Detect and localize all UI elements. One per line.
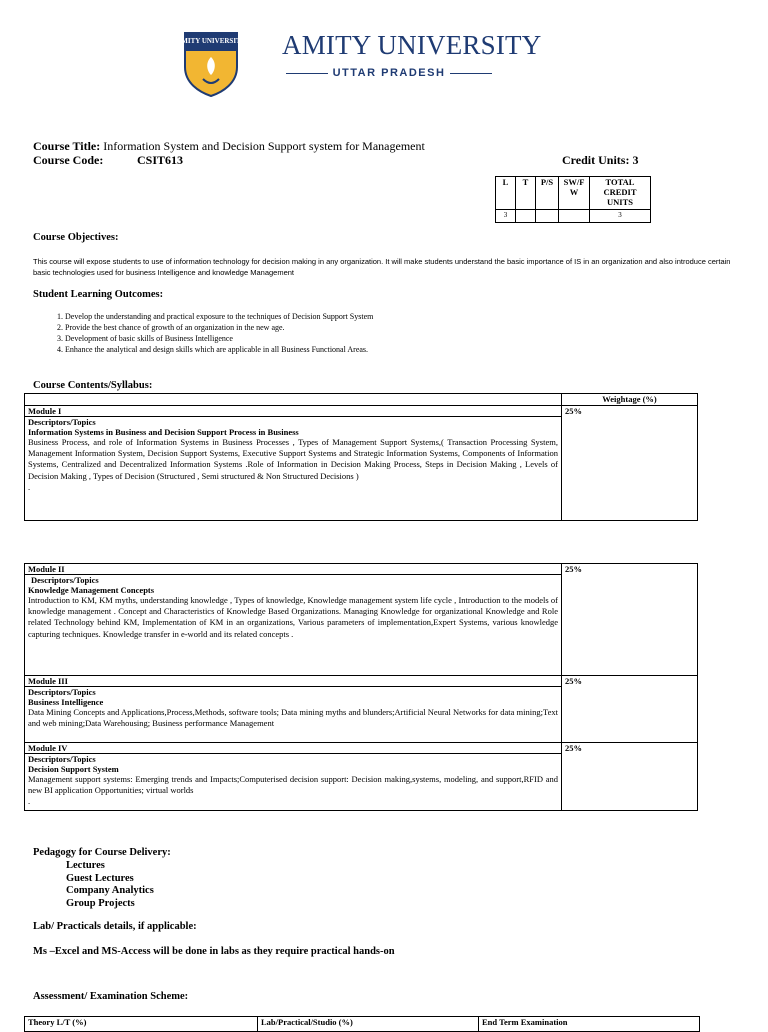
- university-location: [286, 67, 492, 79]
- syllabus-heading: Course Contents/Syllabus:: [33, 380, 153, 391]
- module-topic: Business Intelligence: [28, 697, 104, 707]
- location-text: UTTAR PRADESH: [332, 67, 446, 79]
- list-item: 4. Enhance the analytical and design skills which are applicable in all Business Functional Areas.: [65, 344, 373, 355]
- module-content: Business Process, and role of Information Systems in Business Processes , Types of Management Support Systems,( Transaction Processing System, Management Information System, Decision Support Systems, Executive Support Systems and Strategic Information Systems, Components of Information Systems, Centralized and Decentralized Information Systems .Role of Information in Decision Making Process, Steps in Decision Making , Levels of Decision Making , Types of Decision (Structured , Semi structured & Non Structured Decisions ): [28, 437, 558, 481]
- module-topic: Decision Support System: [28, 764, 119, 774]
- logo-text: AMITY UNIVERSITY: [176, 37, 246, 45]
- credit-header-cell: T: [516, 177, 536, 210]
- credit-value-cell: [516, 210, 536, 223]
- module-name: Module II: [25, 564, 562, 575]
- module-descriptors: Descriptors/Topics: [28, 687, 96, 697]
- course-title-label: Course Title:: [33, 139, 101, 153]
- credit-value-cell: [536, 210, 559, 223]
- table-row: [25, 1017, 700, 1032]
- outcomes-list: [33, 311, 373, 355]
- objectives-heading: Course Objectives:: [33, 232, 119, 243]
- pedagogy-list: [66, 860, 154, 910]
- table-row: [25, 394, 698, 406]
- credit-header-cell: SW/F W: [559, 177, 590, 210]
- module-trailer: .: [28, 796, 31, 807]
- module-topic: Information Systems in Business and Decision Support Process in Business: [28, 427, 299, 437]
- course-title-value: Information System and Decision Support system for Management: [103, 139, 425, 153]
- module-content: Data Mining Concepts and Applications,Process,Methods, software tools; Data mining myths and blunders;Artificial Neural Networks for data mining;Text and web mining;Data Warehousing; Business performance Management: [28, 707, 558, 729]
- credit-value-cell: [559, 210, 590, 223]
- module-weight: 25%: [562, 676, 698, 743]
- table-row: [25, 564, 698, 575]
- module-table-2: [24, 563, 698, 811]
- module-body: [25, 754, 562, 811]
- table-row: [25, 406, 698, 417]
- course-code-value: CSIT613: [137, 153, 184, 167]
- module-weight: 25%: [562, 564, 698, 676]
- module-body: [25, 575, 562, 676]
- assessment-col: End Term Examination: [479, 1017, 700, 1032]
- assessment-heading: Assessment/ Examination Scheme:: [33, 991, 189, 1002]
- credit-header-cell: L: [496, 177, 516, 210]
- credit-value-row: [496, 210, 651, 223]
- list-item: Company Analytics: [66, 885, 154, 896]
- list-item: 1. Develop the understanding and practical exposure to the techniques of Decision Support System: [65, 311, 373, 322]
- module-name: Module I: [25, 406, 562, 417]
- module-topic: Knowledge Management Concepts: [28, 585, 155, 595]
- module-descriptors: Descriptors/Topics: [28, 754, 96, 764]
- assessment-col: Theory L/T (%): [25, 1017, 258, 1032]
- module-descriptors: Descriptors/Topics: [28, 417, 96, 427]
- module-descriptors: Descriptors/Topics: [31, 575, 99, 585]
- credit-header-cell: TOTAL CREDIT UNITS: [590, 177, 651, 210]
- assessment-col: Lab/Practical/Studio (%): [258, 1017, 479, 1032]
- divider: [450, 73, 492, 74]
- divider: [286, 73, 328, 74]
- objectives-text: This course will expose students to use of information technology for decision making in any organization. It will make students understand the basic importance of IS in an organization and also introduce certain basic technologies used for business Intelligence and knowledge Management: [33, 257, 731, 277]
- credit-header-row: [496, 177, 651, 210]
- credit-value-cell: 3: [496, 210, 516, 223]
- list-item: Group Projects: [66, 897, 135, 909]
- weightage-header: Weightage (%): [562, 394, 698, 406]
- assessment-table: [24, 1016, 700, 1032]
- table-row: [25, 743, 698, 754]
- pedagogy-heading: Pedagogy for Course Delivery:: [33, 847, 171, 858]
- list-item: Guest Lectures: [66, 872, 134, 884]
- table-cell: [25, 394, 562, 406]
- module-name: Module IV: [25, 743, 562, 754]
- module-table-1: [24, 393, 698, 521]
- module-body: [25, 417, 562, 521]
- list-item: 3. Development of basic skills of Business Intelligence: [65, 333, 373, 344]
- module-name: Module III: [25, 676, 562, 687]
- credit-units: Credit Units: 3: [562, 153, 639, 167]
- credit-header-cell: P/S: [536, 177, 559, 210]
- module-body: [25, 687, 562, 743]
- list-item: Lectures: [66, 860, 105, 871]
- module-trailer: .: [28, 481, 31, 492]
- lab-heading: Lab/ Practicals details, if applicable:: [33, 921, 197, 932]
- outcomes-heading: Student Learning Outcomes:: [33, 289, 164, 300]
- course-title: [33, 139, 425, 154]
- module-weight: 25%: [562, 743, 698, 811]
- table-row: [25, 676, 698, 687]
- module-weight: 25%: [562, 406, 698, 521]
- credit-table: [495, 176, 651, 223]
- list-item: 2. Provide the best chance of growth of an organization in the new age.: [65, 322, 373, 333]
- university-logo: [176, 31, 246, 97]
- course-code-label: Course Code:: [33, 153, 104, 167]
- university-name: AMITY UNIVERSITY: [282, 30, 542, 60]
- module-content: Introduction to KM, KM myths, understanding knowledge , Types of knowledge, Knowledge management system life cycle , Introduction to the models of knowledge management . Concept and Characteristics of Knowledge Based Organizations. Managing Knowledge for organizational Knowledge and Role related Technology behind KM, Implementation of KM in an organizations, Various parameters of implementation,Expert Systems, various knowledge capturing techniques. Knowledge transfer in e-world and its related concepts .: [28, 595, 558, 639]
- module-content: Management support systems: Emerging trends and Impacts;Computerised decision support: Decision making,systems, modeling, and support,RFID and new BI application Opportunities; virtual worlds: [28, 774, 558, 796]
- lab-text: Ms –Excel and MS-Access will be done in labs as they require practical hands-on: [33, 946, 395, 957]
- credit-value-cell: 3: [590, 210, 651, 223]
